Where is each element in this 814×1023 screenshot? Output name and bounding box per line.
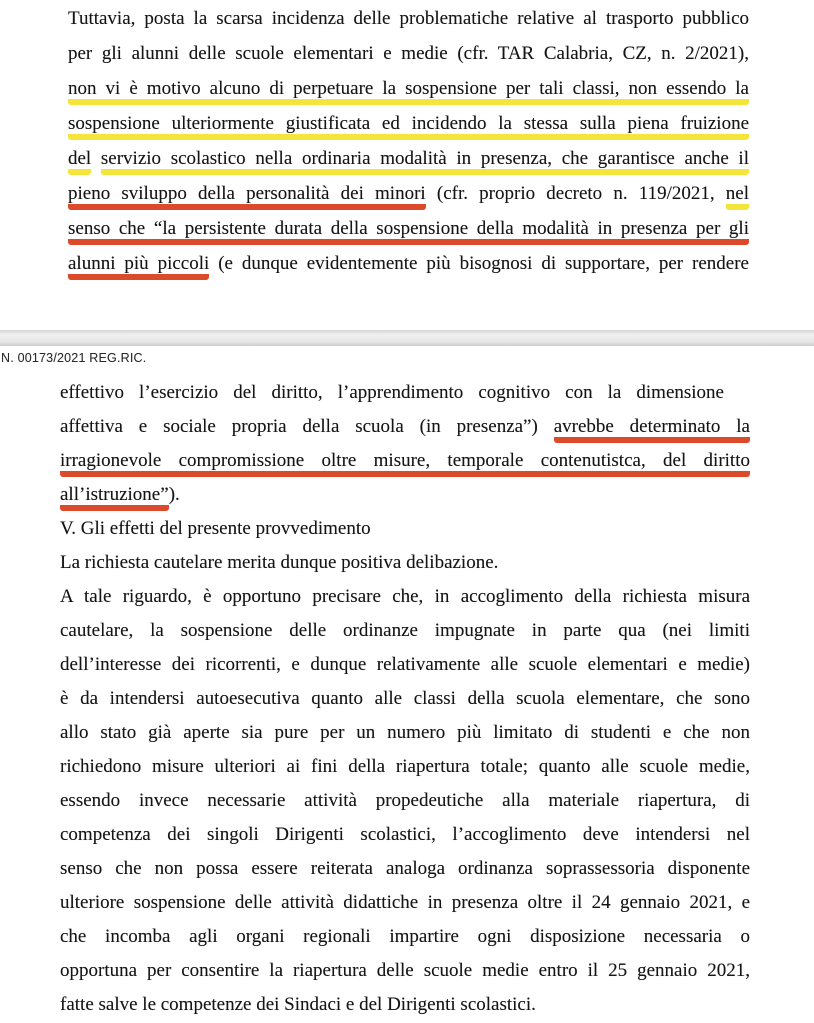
text-line [68,176,749,211]
text-line [60,818,750,852]
plain-text [91,148,101,169]
plain-text: per gli alunni delle scuole elementari e medie (cfr. TAR Calabria, CZ, n. 2/2021), [68,43,749,64]
text-line [68,1,749,36]
plain-text: La richiesta cautelare merita dunque positiva delibazione. [60,552,499,573]
plain-text: competenza dei singoli Dirigenti scolastici, l’accoglimento deve intendersi nel [60,824,750,845]
text-line [68,106,749,141]
plain-text: A tale riguardo, è opportuno precisare che, in accoglimento della richiesta misura [60,586,750,607]
red-underlined-text: avrebbe determinato la [554,416,750,443]
plain-text: ). [168,484,180,505]
plain-text: (cfr. proprio decreto n. 119/2021, [425,183,726,204]
plain-text: fatte salve le competenze dei Sindaci e del Dirigenti scolastici. [60,994,536,1015]
plain-text: è da intendersi autoesecutiva quanto alle classi della scuola elementare, che sono [60,688,750,709]
text-line [60,478,750,512]
plain-text: che incomba agli organi regionali impartire ogni disposizione necessaria o [60,926,750,947]
text-line [60,682,750,716]
text-line [68,36,749,71]
text-line [60,716,750,750]
yellow-highlighted-text: servizio scolastico nella ordinaria modalità in presenza, che garantisce anche il [101,148,749,175]
text-line [60,512,750,546]
plain-text: (e dunque evidentemente più bisognosi di supportare, per rendere [209,253,749,274]
text-line [60,614,750,648]
plain-text: effettivo l’esercizio del diritto, l’apprendimento cognitivo con la dimensione [60,382,724,403]
plain-text: essendo invece necessarie attività propedeutiche alla materiale riapertura, di [60,790,750,811]
text-line [60,784,750,818]
plain-text: V. Gli effetti del presente provvedimento [60,518,371,539]
red-underlined-text: irragionevole compromissione oltre misure, temporale contenutistca, del diritto [60,450,750,477]
plain-text: cautelare, la sospensione delle ordinanze impugnate in parte qua (nei limiti [60,620,750,641]
text-line [68,211,749,246]
text-line [60,988,750,1022]
yellow-highlighted-text: non vi è motivo alcuno di perpetuare la sospensione per tali classi, non essendo la [68,78,749,105]
red-underlined-text: senso che “la persistente durata della sospensione della modalità in presenza per gli [68,218,749,245]
text-line [68,141,749,176]
red-underlined-text: alunni più piccoli [68,253,209,280]
yellow-highlighted-text: nel [726,183,749,210]
text-line [60,750,750,784]
page-header-ref: N. 00173/2021 REG.RIC. [1,351,147,365]
text-line [60,580,750,614]
text-line [68,71,749,106]
plain-text: opportuna per consentire la riapertura delle scuole medie entro il 25 gennaio 2021, [60,960,750,981]
red-underlined-text: pieno sviluppo della personalità dei minori [68,183,426,210]
text-line [60,852,750,886]
page-separator [0,330,814,346]
plain-text: affettiva e sociale propria della scuola (in presenza”) [60,416,554,437]
red-underlined-text: all’istruzione” [60,484,169,511]
plain-text: ulteriore sospensione delle attività didattiche in presenza oltre il 24 gennaio 2021, e [60,892,750,913]
text-line [68,246,749,281]
text-line [60,376,750,410]
plain-text: dell’interesse dei ricorrenti, e dunque relativamente alle scuole elementari e medie) [60,654,750,675]
plain-text: Tuttavia, posta la scarsa incidenza delle problematiche relative al trasporto pubblico [68,8,749,29]
text-line [60,920,750,954]
page2-text-block [60,376,750,1022]
text-line [60,410,750,444]
yellow-highlighted-text: sospensione ulteriormente giustificata ed incidendo la stessa sulla piena fruizione [68,113,749,140]
text-line [60,886,750,920]
text-line [60,648,750,682]
page1-text-block [68,1,749,281]
plain-text: richiedono misure ulteriori ai fini della riapertura totale; quanto alle scuole medie, [60,756,750,777]
text-line [60,954,750,988]
yellow-highlighted-text: del [68,148,91,175]
text-line [60,546,750,580]
plain-text: allo stato già aperte sia pure per un numero più limitato di studenti e che non [60,722,750,743]
text-line [60,444,750,478]
plain-text: senso che non possa essere reiterata analoga ordinanza soprassessoria disponente [60,858,750,879]
